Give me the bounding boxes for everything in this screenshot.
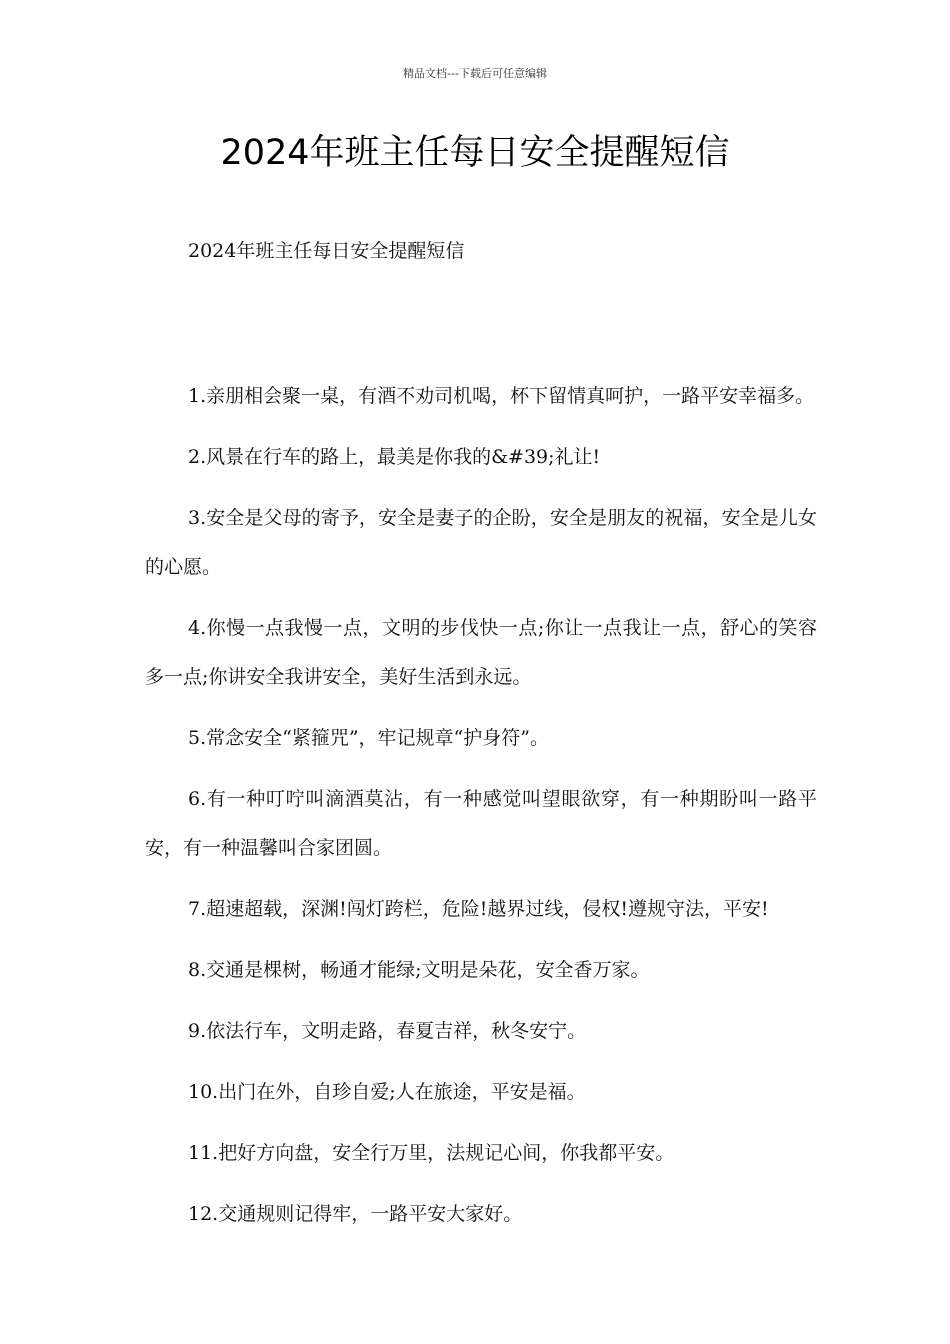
list-item: 4.你慢一点我慢一点，文明的步伐快一点;你让一点我让一点，舒心的笑容多一点;你讲安全我讲安全，美好生活到永远。 [145, 617, 817, 688]
list-item: 10.出门在外，自珍自爱;人在旅途，平安是福。 [188, 1081, 586, 1103]
list-item: 11.把好方向盘，安全行万里，法规记心间，你我都平安。 [188, 1142, 675, 1164]
list-item: 3.安全是父母的寄予，安全是妻子的企盼，安全是朋友的祝福，安全是儿女的心愿。 [145, 507, 817, 578]
header-note: 精品文档---下载后可任意编辑 [403, 67, 547, 80]
list-item: 7.超速超载，深渊!闯灯跨栏，危险!越界过线，侵权!遵规守法，平安! [188, 898, 769, 920]
list-item: 8.交通是棵树，畅通才能绿;文明是朵花，安全香万家。 [188, 959, 650, 981]
list-item: 9.依法行车，文明走路，春夏吉祥，秋冬安宁。 [188, 1020, 587, 1042]
list-item: 5.常念安全“紧箍咒”，牢记规章“护身符”。 [188, 727, 549, 749]
list-item: 1.亲朋相会聚一桌，有酒不劝司机喝，杯下留情真呵护，一路平安幸福多。 [188, 385, 815, 407]
document-body [145, 232, 817, 1251]
document-subtitle: 2024年班主任每日安全提醒短信 [188, 240, 465, 262]
list-item: 2.风景在行车的路上，最美是你我的&#39;礼让! [188, 446, 601, 468]
message-list [145, 372, 817, 1239]
list-item: 6.有一种叮咛叫滴酒莫沾，有一种感觉叫望眼欲穿，有一种期盼叫一路平安，有一种温馨叫合家团圆。 [145, 788, 817, 859]
document-title: 2024年班主任每日安全提醒短信 [220, 133, 730, 173]
list-item: 12.交通规则记得牢，一路平安大家好。 [188, 1203, 523, 1225]
